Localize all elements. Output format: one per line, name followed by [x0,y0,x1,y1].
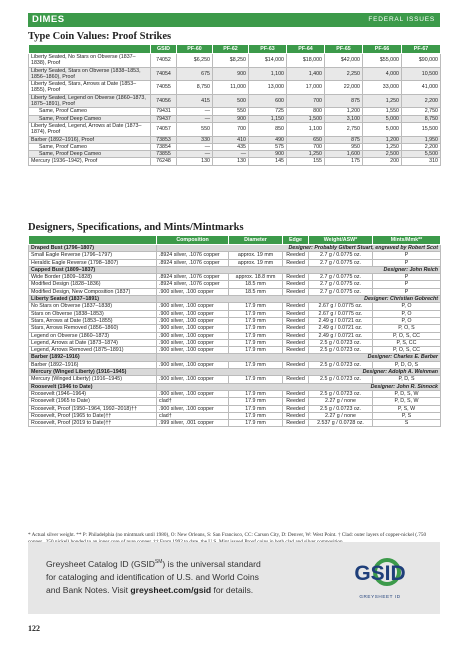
designers-table [28,235,441,427]
spec-cell: 17.9 mm [229,303,283,310]
logo-wordmark: GSID [354,562,406,585]
spec-cell: .8924 silver, .1076 copper [157,259,229,266]
spec-cell: .900 silver, .100 copper [157,405,229,412]
spec-cell: .900 silver, .100 copper [157,317,229,324]
spec-cell: 2.7 g / 0.0775 oz. [309,252,373,259]
variety-cell: Roosevelt (1946–1964) [29,390,157,397]
spec-cell: .900 silver, .100 copper [157,332,229,339]
table-row [29,252,441,259]
price-cell: — [177,108,213,115]
coin-type-cell: Barber (1892–1916), Proof [29,136,151,143]
designer-cell: Designer: John Reich [157,266,441,273]
spec-cell: 2.5 g / 0.0723 oz. [309,339,373,346]
coin-type-cell: Mercury (1936–1942), Proof [29,158,151,165]
spec-cell: 2.5 g / 0.0723 oz. [309,347,373,354]
table-row [29,288,441,295]
price-cell: 130 [213,158,249,165]
table-row [29,67,441,81]
spec-cell: 2.537 g / 0.0728 oz. [309,420,373,427]
proof-col-header [29,45,151,54]
section-title: DIMES [32,14,65,25]
price-cell: 33,000 [363,81,402,95]
variety-cell: No Stars on Obverse (1837–1838) [29,303,157,310]
price-cell: 700 [287,94,325,108]
spec-cell: 2.7 g / 0.0775 oz. [309,259,373,266]
gsid-cell: 74054 [151,67,177,81]
design-section-title: Designers, Specifications, and Mints/Mintmarks [28,222,244,233]
table-row [29,303,441,310]
price-cell: 675 [177,67,213,81]
coin-type-cell: Same, Proof Deep Cameo [29,115,151,122]
price-cell: 1,100 [287,122,325,136]
price-cell: 8,750 [177,81,213,95]
spec-cell: Reeded [283,252,309,259]
logo-subtext: GREYSHEET ID [359,594,401,599]
spec-cell: Reeded [283,420,309,427]
proof-col-header: PF-65 [325,45,363,54]
price-cell: $14,000 [249,54,287,68]
spec-cell: S [373,420,441,427]
variety-cell: Mercury (Winged Liberty) (1916–1945) [29,376,157,383]
spec-cell: .900 silver, .100 copper [157,288,229,295]
design-col-header: Weight/ASW* [309,236,373,245]
spec-cell: Reeded [283,405,309,412]
price-cell: 41,000 [402,81,441,95]
gsid-cell: 76248 [151,158,177,165]
proof-table-header [29,45,441,54]
design-group-row [29,383,441,390]
spec-cell: .900 silver, .100 copper [157,361,229,368]
spec-cell: 17.9 mm [229,361,283,368]
proof-col-header: PF-60 [177,45,213,54]
spec-cell: Reeded [283,332,309,339]
gsid-cell: 74052 [151,54,177,68]
spec-cell: Reeded [283,347,309,354]
spec-cell: Reeded [283,361,309,368]
price-cell: 435 [213,143,249,150]
coin-type-cell: Liberty Seated, Legend on Obverse (1860–1873, 1875–1891), Proof [29,94,151,108]
spec-cell: 2.67 g / 0.0775 oz. [309,303,373,310]
proof-values-table [28,44,441,166]
spec-cell: 17.9 mm [229,310,283,317]
price-cell: 2,750 [325,122,363,136]
variety-cell: Heraldic Eagle Reverse (1798–1807) [29,259,157,266]
price-cell: 1,250 [287,151,325,158]
design-group-row [29,369,441,376]
spec-cell: 2.7 g / 0.0775 oz. [309,281,373,288]
spec-cell: P, O [373,303,441,310]
price-cell: 850 [249,122,287,136]
advert-link[interactable]: greysheet.com/gsid [130,584,212,595]
proof-col-header: PF-64 [287,45,325,54]
spec-cell: 2.49 g / 0.0721 oz. [309,332,373,339]
spec-cell: approx. 19 mm [229,252,283,259]
spec-cell: Reeded [283,398,309,405]
design-col-header: Mints/Mmk** [373,236,441,245]
spec-cell: P, S, CC [373,339,441,346]
price-cell: $6,250 [177,54,213,68]
spec-cell: 17.9 mm [229,332,283,339]
price-cell: 17,000 [287,81,325,95]
price-cell: 155 [287,158,325,165]
price-cell: $42,000 [325,54,363,68]
spec-cell: 17.9 mm [229,398,283,405]
price-cell: 1,250 [363,94,402,108]
section-category: FEDERAL ISSUES [368,16,435,23]
spec-cell: 17.9 mm [229,405,283,412]
spec-cell: 17.9 mm [229,325,283,332]
design-col-header: Edge [283,236,309,245]
price-cell: 5,000 [363,122,402,136]
price-cell: 1,600 [325,151,363,158]
table-row [29,412,441,419]
price-cell: 1,400 [287,67,325,81]
price-cell: 2,750 [402,108,441,115]
table-row [29,136,441,143]
price-cell: 2,500 [363,151,402,158]
price-cell: 950 [325,143,363,150]
spec-cell: .8924 silver, .1076 copper [157,252,229,259]
gsid-cell: 79437 [151,115,177,122]
table-row [29,108,441,115]
price-cell: 1,250 [363,143,402,150]
design-col-header: Diameter [229,236,283,245]
spec-cell: .8924 silver, .1076 copper [157,274,229,281]
series-name-cell: Capped Bust (1809–1837) [29,266,157,273]
variety-cell: Modified Design (1828–1836) [29,281,157,288]
spec-cell: .900 silver, .100 copper [157,325,229,332]
design-col-header [29,236,157,245]
spec-cell: P [373,288,441,295]
designer-cell: Designer: Probably Gilbert Stuart, engraved by Robert Scot [157,245,441,252]
designer-cell: Designer: Christian Gobrecht [157,296,441,303]
coin-type-cell: Liberty Seated, Stars on Obverse (1838–1853, 1856–1860), Proof [29,67,151,81]
spec-cell: 17.9 mm [229,347,283,354]
price-cell: 415 [177,94,213,108]
price-cell: 2,200 [402,143,441,150]
spec-cell: 2.5 g / 0.0723 oz. [309,361,373,368]
price-cell: — [177,151,213,158]
price-cell: 1,100 [249,67,287,81]
gsid-cell: 73855 [151,151,177,158]
spec-cell: P, S [373,412,441,419]
spec-cell: Reeded [283,325,309,332]
price-cell: 200 [363,158,402,165]
spec-cell: 18.5 mm [229,288,283,295]
price-cell: 700 [287,143,325,150]
spec-cell: Reeded [283,412,309,419]
series-name-cell: Draped Bust (1796–1807) [29,245,157,252]
series-name-cell: Barber (1892–1916) [29,354,157,361]
spec-cell: approx. 19 mm [229,259,283,266]
spec-cell: Reeded [283,281,309,288]
gsid-cell: 73853 [151,136,177,143]
design-table-header [29,236,441,245]
spec-cell: Reeded [283,376,309,383]
design-col-header: Composition [157,236,229,245]
table-row [29,339,441,346]
variety-cell: Legend, Arrows Removed (1875–1891) [29,347,157,354]
spec-cell: P, O, S, CC [373,332,441,339]
spec-cell: 17.9 mm [229,390,283,397]
proof-col-header: PF-66 [363,45,402,54]
table-row [29,274,441,281]
table-row [29,54,441,68]
price-cell: 10,500 [402,67,441,81]
price-cell: 1,150 [249,115,287,122]
series-name-cell: Mercury (Winged Liberty) (1916–1945) [29,369,157,376]
table-row [29,405,441,412]
advert-line-3: and Bank Notes. Visit [46,584,131,595]
design-group-row [29,266,441,273]
spec-cell: .8924 silver, .1076 copper [157,281,229,288]
table-row [29,376,441,383]
spec-cell: approx. 18.8 mm [229,274,283,281]
coin-type-cell: Liberty Seated, No Stars on Obverse (1837–1838), Proof [29,54,151,68]
advert-line-2: for cataloging and identification of U.S. and World Coins [46,571,259,582]
gsid-advert [28,542,440,614]
spec-cell: clad† [157,398,229,405]
coin-type-cell: Same, Proof Cameo [29,143,151,150]
table-row [29,325,441,332]
spec-cell: 17.9 mm [229,339,283,346]
price-cell: 11,000 [213,81,249,95]
proof-col-header: PF-63 [249,45,287,54]
price-cell: $18,000 [287,54,325,68]
price-cell: 900 [213,67,249,81]
page-number: 122 [28,624,40,633]
series-name-cell: Roosevelt (1946 to Date) [29,383,157,390]
variety-cell: Stars, Arrows at Date (1853–1855) [29,317,157,324]
price-cell: 650 [287,136,325,143]
price-cell: 2,200 [402,94,441,108]
advert-text [46,556,346,597]
price-cell: 900 [249,151,287,158]
variety-cell: Stars, Arrows Removed (1856–1860) [29,325,157,332]
spec-cell: Reeded [283,274,309,281]
price-cell: 550 [177,122,213,136]
spec-cell: P, O, S, CC [373,347,441,354]
price-cell: 8,750 [402,115,441,122]
spec-cell: 2.7 g / 0.0775 oz. [309,274,373,281]
spec-cell: P [373,274,441,281]
variety-cell: Legend on Obverse (1860–1873) [29,332,157,339]
spec-cell: P, D, S [373,376,441,383]
table-row [29,259,441,266]
spec-cell: 2.27 g / none [309,398,373,405]
price-cell: 1,550 [363,108,402,115]
price-cell: — [177,115,213,122]
variety-cell: Small Eagle Reverse (1796–1797) [29,252,157,259]
spec-cell: .900 silver, .100 copper [157,376,229,383]
price-cell: 550 [213,108,249,115]
table-row [29,151,441,158]
price-cell: 575 [249,143,287,150]
gsid-cell: 74057 [151,122,177,136]
table-row [29,347,441,354]
spec-cell: P, D, O, S [373,361,441,368]
price-cell: 800 [287,108,325,115]
price-cell: — [213,151,249,158]
spec-cell: P, O, S [373,325,441,332]
variety-cell: Wide Border (1809–1828) [29,274,157,281]
series-name-cell: Liberty Seated (1837–1891) [29,296,157,303]
spec-cell: Reeded [283,390,309,397]
price-cell: 5,000 [363,115,402,122]
price-cell: 500 [213,94,249,108]
price-cell: 15,500 [402,122,441,136]
spec-cell: 2.5 g / 0.0723 oz. [309,376,373,383]
gsid-logo [342,556,418,602]
price-cell: 600 [249,94,287,108]
design-group-row [29,245,441,252]
price-cell: 900 [213,115,249,122]
price-cell: 1,200 [363,136,402,143]
spec-cell: P, D, S, W [373,390,441,397]
price-cell: 1,500 [287,115,325,122]
spec-cell: P, S, W [373,405,441,412]
price-cell: 1,200 [325,108,363,115]
spec-cell: Reeded [283,288,309,295]
spec-cell: P, O [373,310,441,317]
spec-cell: Reeded [283,259,309,266]
advert-line-1b: ) is the universal standard [162,558,261,569]
spec-cell: .900 silver, .100 copper [157,310,229,317]
coin-type-cell: Same, Proof Deep Cameo [29,151,151,158]
spec-cell: .900 silver, .100 copper [157,303,229,310]
variety-cell: Roosevelt, Proof (1950–1964, 1992–2018)†† [29,405,157,412]
price-cell: 700 [213,122,249,136]
design-group-row [29,354,441,361]
variety-cell: Roosevelt (1965 to Date) [29,398,157,405]
spec-cell: 17.9 mm [229,376,283,383]
spec-cell: .900 silver, .100 copper [157,339,229,346]
price-cell: 330 [177,136,213,143]
price-cell: 145 [249,158,287,165]
price-cell: 2,250 [325,67,363,81]
gsid-cell: 74056 [151,94,177,108]
table-row [29,158,441,165]
price-cell: 1,950 [402,136,441,143]
section-header-bar [28,13,440,27]
advert-line-1: Greysheet Catalog ID (GSID [46,558,155,569]
footnote: * Actual silver weight. ** P: Philadelphia (no mintmark until 1980), O: New Orleans, S: San Francisco, CC: Carson City, D: Denver, W: West Point. † Clad: outer layers of copper-nickel (.750 [28,532,427,538]
spec-cell: 2.5 g / 0.0723 oz. [309,390,373,397]
price-cell: 310 [402,158,441,165]
spec-cell: clad† [157,412,229,419]
proof-col-header: PF-62 [213,45,249,54]
advert-line-3b: for details. [211,584,254,595]
table-row [29,281,441,288]
price-cell: 5,500 [402,151,441,158]
designer-cell: Designer: Charles E. Barber [157,354,441,361]
price-cell: $90,000 [402,54,441,68]
advert-sm-mark: SM [154,559,163,565]
spec-cell: P, D, S, W [373,398,441,405]
price-cell: 13,000 [249,81,287,95]
spec-cell: 17.9 mm [229,412,283,419]
spec-cell: 2.49 g / 0.0721 oz. [309,325,373,332]
table-row [29,115,441,122]
spec-cell: 18.5 mm [229,281,283,288]
gsid-cell: 73854 [151,143,177,150]
coin-type-cell: Liberty Seated, Legend, Arrows at Date (1873–1874), Proof [29,122,151,136]
gsid-cell: 74055 [151,81,177,95]
proof-col-header: GSID [151,45,177,54]
spec-cell: Reeded [283,317,309,324]
price-cell: — [177,143,213,150]
price-cell: 725 [249,108,287,115]
variety-cell: Barber (1892–1916) [29,361,157,368]
variety-cell: Roosevelt, Proof (2019 to Date)†† [29,420,157,427]
price-cell: 875 [325,136,363,143]
designer-cell: Designer: John R. Sinnock [157,383,441,390]
spec-cell: Reeded [283,310,309,317]
spec-cell: 17.9 mm [229,317,283,324]
table-row [29,361,441,368]
price-cell: 130 [177,158,213,165]
table-row [29,398,441,405]
table-row [29,317,441,324]
table-row [29,390,441,397]
price-cell: 175 [325,158,363,165]
variety-cell: Legend, Arrows at Date (1873–1874) [29,339,157,346]
price-cell: 4,000 [363,67,402,81]
spec-cell: P [373,259,441,266]
design-group-row [29,296,441,303]
table-row [29,420,441,427]
spec-cell: 2.49 g / 0.0721 oz. [309,317,373,324]
price-cell: 3,100 [325,115,363,122]
spec-cell: P [373,252,441,259]
table-row [29,94,441,108]
coin-type-cell: Liberty Seated, Stars, Arrows at Date (1853–1855), Proof [29,81,151,95]
spec-cell: 2.5 g / 0.0723 oz. [309,405,373,412]
gsid-cell: 79431 [151,108,177,115]
variety-cell: Stars on Obverse (1838–1853) [29,310,157,317]
spec-cell: .900 silver, .100 copper [157,390,229,397]
price-cell: $8,250 [213,54,249,68]
spec-cell: 2.27 g / none [309,412,373,419]
spec-cell: P [373,281,441,288]
proof-section-title: Type Coin Values: Proof Strikes [28,31,172,42]
coin-type-cell: Same, Proof Cameo [29,108,151,115]
price-cell: 875 [325,94,363,108]
spec-cell: Reeded [283,339,309,346]
price-cell: 410 [213,136,249,143]
proof-col-header: PF-67 [402,45,441,54]
spec-cell: Reeded [283,303,309,310]
spec-cell: .999 silver, .001 copper [157,420,229,427]
spec-cell: 17.9 mm [229,420,283,427]
variety-cell: Roosevelt, Proof (1965 to Date)†† [29,412,157,419]
table-row [29,332,441,339]
price-cell: 22,000 [325,81,363,95]
price-cell: $55,000 [363,54,402,68]
variety-cell: Modified Design, New Composition (1837) [29,288,157,295]
table-row [29,143,441,150]
table-row [29,81,441,95]
spec-cell: 2.67 g / 0.0775 oz. [309,310,373,317]
spec-cell: P, O [373,317,441,324]
spec-cell: 2.7 g / 0.0775 oz. [309,288,373,295]
designer-cell: Designer: Adolph A. Weinman [157,369,441,376]
spec-cell: .900 silver, .100 copper [157,347,229,354]
table-row [29,122,441,136]
price-cell: 490 [249,136,287,143]
table-row [29,310,441,317]
